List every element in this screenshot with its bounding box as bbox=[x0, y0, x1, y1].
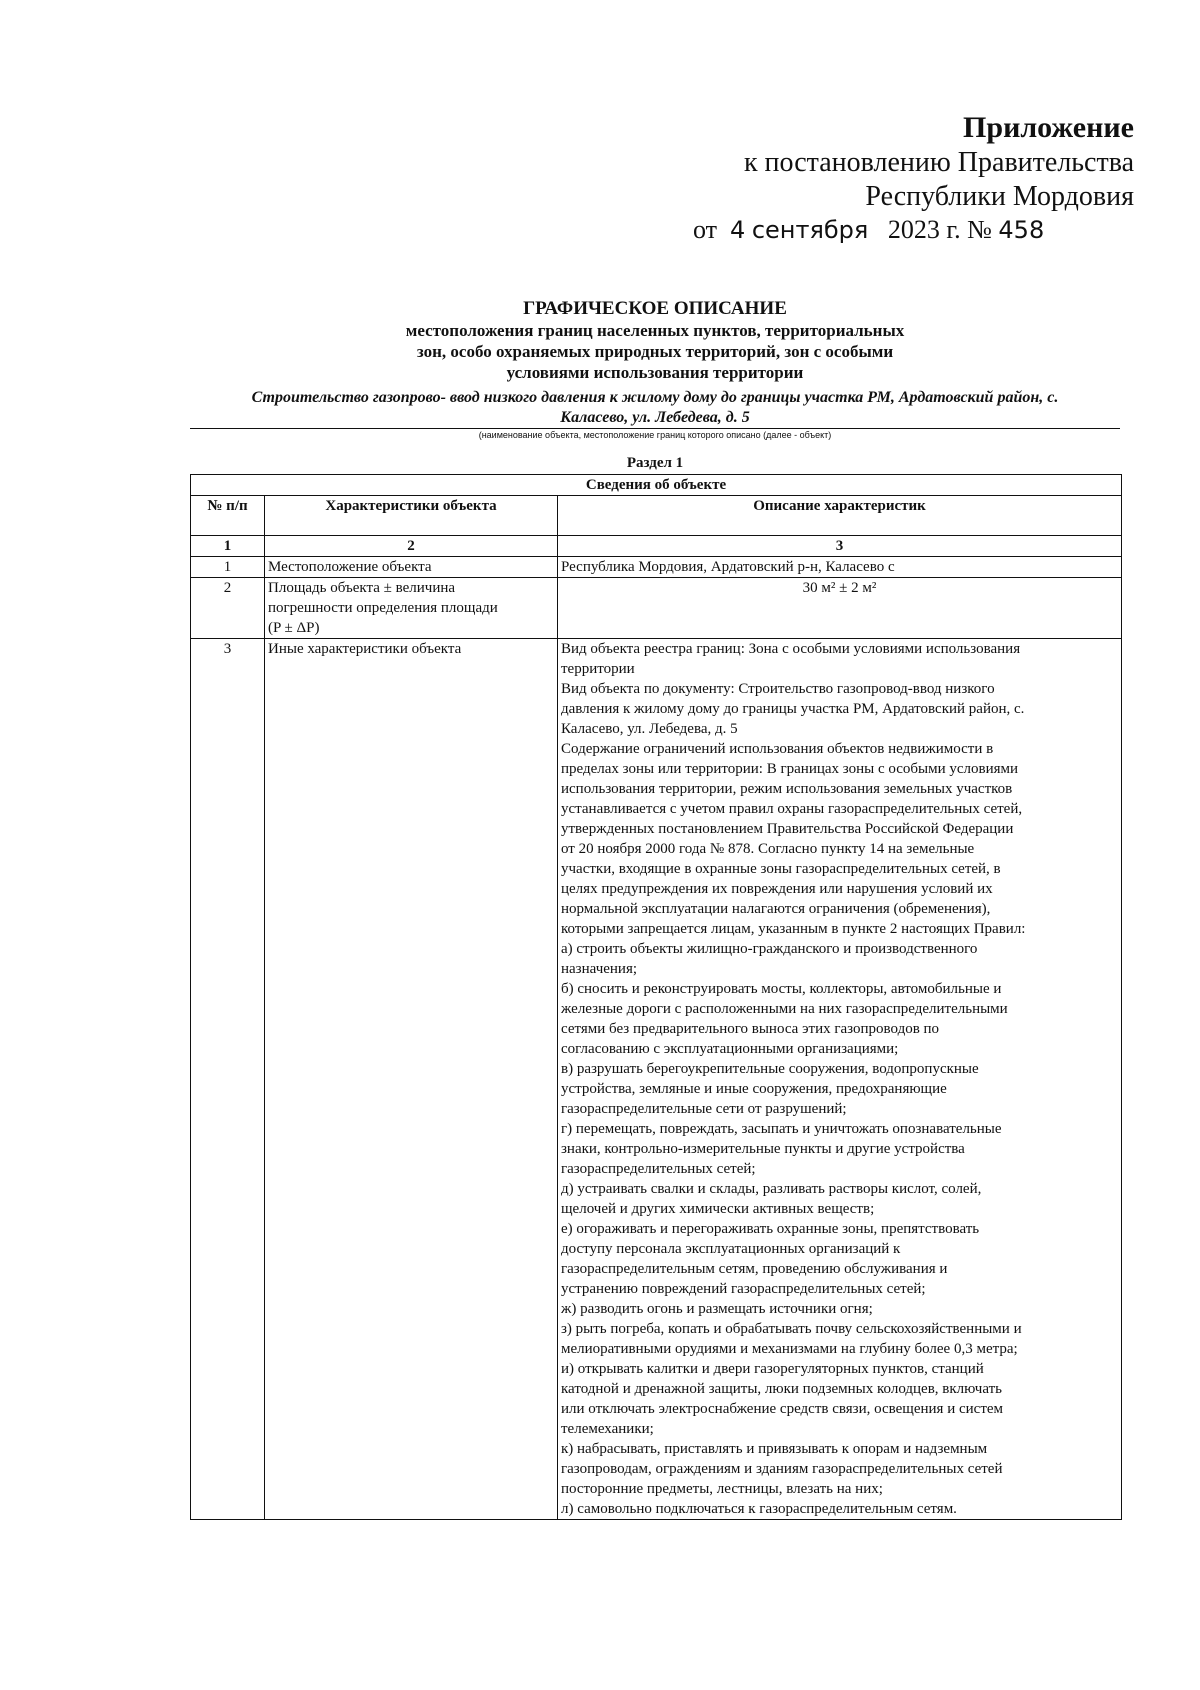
description-line: доступу персонала эксплуатационных организаций к bbox=[561, 1241, 901, 1257]
description-line: территории bbox=[561, 661, 635, 677]
column-number-2: 2 bbox=[265, 536, 558, 557]
description-line: газораспределительных сетей; bbox=[561, 1161, 756, 1177]
description-line: участки, входящие в охранные зоны газораспределительных сетей, в bbox=[561, 861, 1001, 877]
description-line: в) разрушать берегоукрепительные сооружения, водопропускные bbox=[561, 1061, 979, 1077]
description-line: е) огораживать и перегораживать охранные зоны, препятствовать bbox=[561, 1221, 980, 1237]
row-description: Республика Мордовия, Ардатовский р-н, Каласево с bbox=[558, 557, 1122, 578]
description-line: мелиоративными орудиями и механизмами на глубину более 0,3 метра; bbox=[561, 1341, 1018, 1357]
document-heading bbox=[190, 298, 1120, 383]
description-line: сетями без предварительного выноса этих газопроводов по bbox=[561, 1021, 940, 1037]
order-day: 4 bbox=[730, 216, 746, 244]
description-line: Вид объекта реестра границ: Зона с особыми условиями использования bbox=[561, 641, 1021, 657]
table-row bbox=[191, 557, 1122, 578]
description-line: катодной и дренажной защиты, люки подземных колодцев, включать bbox=[561, 1381, 1002, 1397]
object-info-table bbox=[190, 474, 1122, 1520]
heading-line-3: условиями использования территории bbox=[506, 363, 804, 382]
description-line: железные дороги с расположенными на них газораспределительными bbox=[561, 1001, 1008, 1017]
object-name-line-2: Каласево, ул. Лебедева, д. 5 bbox=[560, 409, 750, 426]
table-row bbox=[191, 639, 1122, 1520]
header-description: Описание характеристик bbox=[558, 496, 1122, 536]
table-title-row bbox=[191, 475, 1122, 496]
row-characteristic: Местоположение объекта bbox=[265, 557, 558, 578]
description-line: назначения; bbox=[561, 961, 638, 977]
header-characteristic: Характеристики объекта bbox=[265, 496, 558, 536]
column-number-row bbox=[191, 536, 1122, 557]
column-number-3: 3 bbox=[558, 536, 1122, 557]
row-number: 2 bbox=[191, 578, 265, 639]
description-line: устранению повреждений газораспределительных сетей; bbox=[561, 1281, 926, 1297]
description-line: посторонние предметы, лестницы, влезать на них; bbox=[561, 1481, 883, 1497]
description-line: целях предупреждения их повреждения или нарушения условий их bbox=[561, 881, 993, 897]
order-month: сентября bbox=[751, 216, 869, 244]
description-line: Каласево, ул. Лебедева, д. 5 bbox=[561, 721, 738, 737]
row-characteristic-line: погрешности определения площади bbox=[268, 600, 498, 616]
order-year: 2023 г. № bbox=[887, 215, 992, 244]
appendix-line-2: Республики Мордовия bbox=[865, 181, 1134, 212]
table-title: Сведения об объекте bbox=[191, 475, 1122, 496]
section-title: Раздел 1 bbox=[626, 455, 684, 471]
description-line: пределах зоны или территории: В границах зоны с особыми условиями bbox=[561, 761, 1019, 777]
description-line: давления к жилому дому до границы участка РМ, Ардатовский район, с. bbox=[561, 701, 1025, 717]
header-number: № п/п bbox=[191, 496, 265, 536]
description-line: г) перемещать, повреждать, засыпать и уничтожать опознавательные bbox=[561, 1121, 1002, 1137]
row-description bbox=[558, 639, 1122, 1520]
order-date-number bbox=[693, 215, 1044, 245]
heading-line-2: зон, особо охраняемых природных территорий, зон с особыми bbox=[416, 342, 894, 361]
row-characteristic: Иные характеристики объекта bbox=[265, 639, 558, 1520]
description-line: л) самовольно подключаться к газораспределительным сетям. bbox=[561, 1501, 957, 1517]
description-line: газораспределительным сетям, проведению обслуживания и bbox=[561, 1261, 948, 1277]
row-characteristic-line: (P ± ΔP) bbox=[268, 620, 320, 636]
row-description: 30 м² ± 2 м² bbox=[558, 578, 1122, 639]
heading-title: ГРАФИЧЕСКОЕ ОПИСАНИЕ bbox=[523, 298, 787, 319]
heading-line-1: местоположения границ населенных пунктов, территориальных bbox=[405, 321, 905, 340]
row-characteristic-line: Площадь объекта ± величина bbox=[268, 580, 456, 596]
description-line: или отключать электроснабжение средств связи, освещения и систем bbox=[561, 1401, 1004, 1417]
description-line: устанавливается с учетом правил охраны газораспределительных сетей, bbox=[561, 801, 1023, 817]
description-line: газораспределительные сети от разрушений; bbox=[561, 1101, 847, 1117]
row-characteristic bbox=[265, 578, 558, 639]
description-line: ж) разводить огонь и размещать источники огня; bbox=[561, 1301, 873, 1317]
description-line: Вид объекта по документу: Строительство газопровод-ввод низкого bbox=[561, 681, 995, 697]
description-line: б) сносить и реконструировать мосты, коллекторы, автомобильные и bbox=[561, 981, 1002, 997]
description-line: Содержание ограничений использования объектов недвижимости в bbox=[561, 741, 994, 757]
description-line: устройства, земляные и иные сооружения, предохраняющие bbox=[561, 1081, 947, 1097]
table-row bbox=[191, 578, 1122, 639]
object-underline bbox=[190, 428, 1120, 429]
description-line: к) набрасывать, приставлять и привязывать к опорам и надземным bbox=[561, 1441, 988, 1457]
description-line: а) строить объекты жилищно-гражданского и производственного bbox=[561, 941, 978, 957]
description-line: знаки, контрольно-измерительные пункты и другие устройства bbox=[561, 1141, 965, 1157]
description-line: д) устраивать свалки и склады, разливать растворы кислот, солей, bbox=[561, 1181, 982, 1197]
description-line: нормальной эксплуатации налагаются ограничения (обременения), bbox=[561, 901, 991, 917]
order-number: 458 bbox=[998, 216, 1045, 244]
description-line: и) открывать калитки и двери газорегуляторных пунктов, станций bbox=[561, 1361, 984, 1377]
appendix-title: Приложение bbox=[963, 111, 1134, 144]
object-name-line-1: Строительство газопрово- ввод низкого давления к жилому дому до границы участка РМ, Ардатовский район, с. bbox=[251, 389, 1059, 406]
row-number: 3 bbox=[191, 639, 265, 1520]
description-line: от 20 ноября 2000 года № 878. Согласно пункту 14 на земельные bbox=[561, 841, 975, 857]
description-line: щелочей и других химически активных веществ; bbox=[561, 1201, 875, 1217]
description-line: газопроводам, ограждениям и зданиям газораспределительных сетей bbox=[561, 1461, 1003, 1477]
description-line: з) рыть погреба, копать и обрабатывать почву сельскохозяйственными и bbox=[561, 1321, 1022, 1337]
column-number-1: 1 bbox=[191, 536, 265, 557]
description-line: телемеханики; bbox=[561, 1421, 654, 1437]
order-from: от bbox=[693, 215, 718, 244]
object-name bbox=[190, 388, 1120, 428]
row-number: 1 bbox=[191, 557, 265, 578]
appendix-block bbox=[744, 110, 1134, 214]
description-line: утвержденных постановлением Правительства Российской Федерации bbox=[561, 821, 1014, 837]
description-line: которыми запрещается лицам, указанным в пункте 2 настоящих Правил: bbox=[561, 921, 1026, 937]
table-header-row bbox=[191, 496, 1122, 536]
description-line: согласованию с эксплуатационными организациями; bbox=[561, 1041, 899, 1057]
object-caption: (наименование объекта, местоположение границ которого описано (далее - объект) bbox=[478, 430, 832, 440]
appendix-line-1: к постановлению Правительства bbox=[743, 147, 1134, 178]
description-line: использования территории, режим использования земельных участков bbox=[561, 781, 1013, 797]
